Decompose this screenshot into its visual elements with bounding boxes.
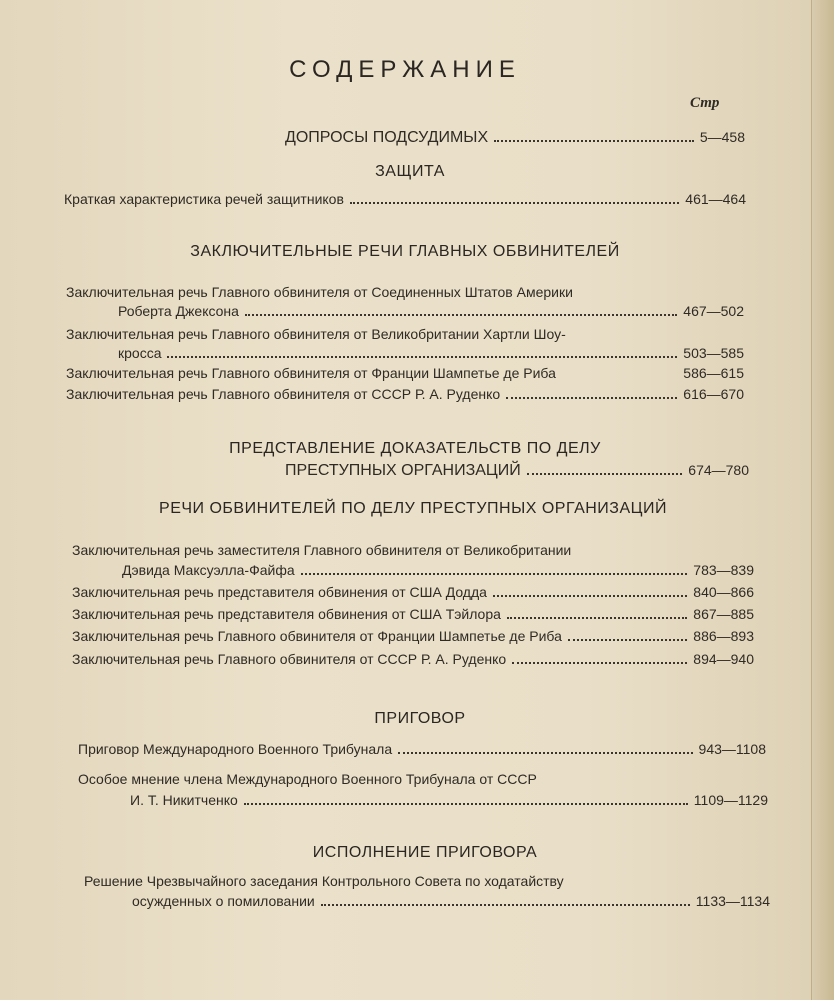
toc-entry-label: Заключительная речь представителя обвинения от США Тэйлора <box>72 606 501 622</box>
toc-entry-label: ПРЕСТУПНЫХ ОРГАНИЗАЦИЙ <box>285 462 521 479</box>
dot-leader <box>398 751 692 754</box>
section-heading-organizations: РЕЧИ ОБВИНИТЕЛЕЙ ПО ДЕЛУ ПРЕСТУПНЫХ ОРГАНИЗАЦИЙ <box>159 500 667 517</box>
toc-entry-pages: 503—585 <box>683 345 744 361</box>
toc-entry-label: Краткая характеристика речей защитников <box>64 191 344 207</box>
toc-entry-label-cont: кросса <box>118 345 162 361</box>
dot-leader <box>506 396 677 399</box>
toc-entry-label-cont: Роберта Джексона <box>118 303 239 319</box>
page-column-header: Стр <box>690 95 720 111</box>
toc-entry-dissent <box>130 791 768 809</box>
toc-entry-evidence <box>285 461 749 480</box>
toc-entry-closing-france <box>66 364 744 382</box>
toc-entry-label: Заключительная речь Главного обвинителя от СССР Р. А. Руденко <box>66 386 501 402</box>
dot-leader <box>562 376 677 377</box>
toc-entry-pages: 461—464 <box>685 191 746 207</box>
toc-entry-orgs-dodd <box>72 583 754 601</box>
toc-entry-label-cont: осужденных о помиловании <box>132 893 315 909</box>
dot-leader <box>527 472 683 475</box>
toc-entry-closing-usa <box>118 302 744 320</box>
dot-leader <box>512 661 687 664</box>
toc-entry-pages: 616—670 <box>683 386 744 402</box>
toc-entry-execution <box>132 892 770 910</box>
toc-entry-label: Заключительная речь представителя обвинения от США Додда <box>72 584 487 600</box>
dot-leader <box>350 201 679 204</box>
toc-entry-closing-ussr <box>66 385 744 403</box>
section-heading-execution: ИСПОЛНЕНИЕ ПРИГОВОРА <box>312 844 538 861</box>
toc-entry-pages: 886—893 <box>693 628 754 644</box>
toc-entry-pages: 674—780 <box>688 462 749 478</box>
page-title: СОДЕРЖАНИЕ <box>289 56 521 83</box>
toc-entry-label: Заключительная речь заместителя Главного обвинителя от Великобритании <box>72 542 572 558</box>
toc-entry-pages: 943—1108 <box>698 741 766 757</box>
dot-leader <box>568 638 687 641</box>
section-heading-defense: ЗАЩИТА <box>375 163 445 180</box>
toc-entry-label: Заключительная речь Главного обвинителя от СССР Р. А. Руденко <box>72 651 507 667</box>
dot-leader <box>507 616 687 619</box>
toc-entry-pages: 783—839 <box>693 562 754 578</box>
toc-entry-defense <box>64 190 746 208</box>
toc-entry-pages: 467—502 <box>683 303 744 319</box>
dot-leader <box>494 139 694 142</box>
toc-entry-pages: 894—940 <box>693 651 754 667</box>
toc-entry-label: Решение Чрезвычайного заседания Контрольного Совета по ходатайству <box>84 873 564 889</box>
toc-entry-pages: 5—458 <box>699 129 745 145</box>
toc-entry-pages: 1133—1134 <box>695 893 770 909</box>
section-heading-evidence: ПРЕДСТАВЛЕНИЕ ДОКАЗАТЕЛЬСТВ ПО ДЕЛУ <box>229 440 601 457</box>
toc-entry-label: Заключительная речь Главного обвинителя от Франции Шампетье де Риба <box>66 365 556 381</box>
section-heading-verdict: ПРИГОВОР <box>374 710 466 727</box>
dot-leader <box>245 313 677 316</box>
toc-entry-label: ДОПРОСЫ ПОДСУДИМЫХ <box>285 129 489 146</box>
toc-entry-label: Заключительная речь Главного обвинителя от Соединенных Штатов Америки <box>66 284 573 300</box>
toc-entry-orgs-taylor <box>72 605 754 623</box>
toc-entry-label: Приговор Международного Военного Трибунала <box>78 741 393 757</box>
toc-entry-label: Заключительная речь Главного обвинителя от Великобритании Хартли Шоу- <box>66 326 566 342</box>
toc-entry-label: Заключительная речь Главного обвинителя от Франции Шампетье де Риба <box>72 628 562 644</box>
dot-leader <box>493 594 687 597</box>
section-heading-closing: ЗАКЛЮЧИТЕЛЬНЫЕ РЕЧИ ГЛАВНЫХ ОБВИНИТЕЛЕЙ <box>190 243 620 260</box>
toc-entry-orgs-france <box>72 627 754 645</box>
toc-entry-verdict <box>78 740 766 758</box>
toc-entry-label: Особое мнение члена Международного Военного Трибунала от СССР <box>78 771 537 787</box>
toc-entry-label-cont: Дэвида Максуэлла-Файфа <box>122 562 295 578</box>
toc-entry-pages: 1109—1129 <box>693 792 768 808</box>
dot-leader <box>167 355 677 358</box>
toc-entry-interrogations <box>285 128 745 147</box>
toc-entry-label-cont: И. Т. Никитченко <box>130 792 238 808</box>
toc-entry-orgs-ussr <box>72 650 754 668</box>
toc-entry-pages: 840—866 <box>693 584 754 600</box>
page-edge <box>811 0 834 1000</box>
dot-leader <box>244 802 688 805</box>
toc-entry-orgs-uk <box>122 561 754 579</box>
toc-entry-pages: 586—615 <box>683 365 744 381</box>
toc-entry-pages: 867—885 <box>693 606 754 622</box>
dot-leader <box>321 903 690 906</box>
toc-entry-closing-uk <box>118 344 744 362</box>
dot-leader <box>301 572 688 575</box>
